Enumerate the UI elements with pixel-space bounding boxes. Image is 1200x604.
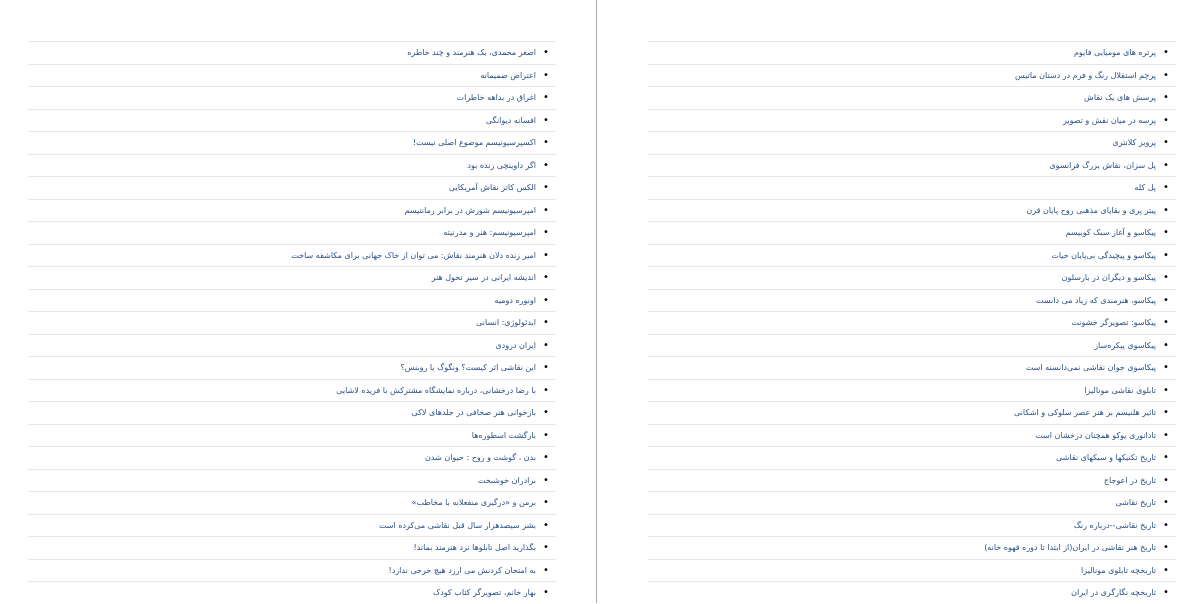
article-link[interactable]: تادانوری یوکو همچنان درخشان است [1035, 430, 1156, 440]
left-list-item [28, 334, 556, 357]
bullet-icon: • [1163, 317, 1169, 329]
article-link[interactable]: پیکاسوی جوان نقاشی نمی‌دانسته است [1025, 363, 1156, 373]
left-list-item [28, 424, 556, 447]
article-link[interactable]: تاریخچه تابلوی مونالیزا [1081, 565, 1156, 575]
bullet-icon: • [1163, 69, 1169, 81]
article-link[interactable]: تاریخ در اعوجاج [1103, 475, 1156, 485]
bullet-icon: • [543, 182, 549, 194]
article-link[interactable]: ایدئولوژی: انسانی [476, 318, 536, 328]
bullet-icon: • [543, 47, 549, 59]
article-link[interactable]: پرتره های مومیایی فایوم [1073, 48, 1156, 58]
left-list-item [28, 266, 556, 289]
article-list-left [28, 41, 556, 604]
right-list-item [648, 311, 1176, 334]
right-list-item [648, 469, 1176, 492]
left-list-item [28, 536, 556, 559]
left-list-item [28, 289, 556, 312]
bullet-icon: • [543, 384, 549, 396]
bullet-icon: • [543, 227, 549, 239]
right-list-item [648, 334, 1176, 357]
right-list-item [648, 401, 1176, 424]
left-list-item [28, 244, 556, 267]
article-link[interactable]: تاثیر هلنیسم بر هنر عصر سلوکی و اشکانی [1014, 408, 1156, 418]
left-list-item [28, 356, 556, 379]
right-list-item [648, 64, 1176, 87]
bullet-icon: • [1163, 137, 1169, 149]
article-link[interactable]: بازخوانی هنر صحافی در جلدهای لاکی [411, 408, 536, 418]
article-link[interactable]: افسانه دیوانگی [485, 115, 536, 125]
article-link[interactable]: برادران خوشبخت [477, 475, 536, 485]
right-list-item [648, 536, 1176, 559]
bullet-icon: • [543, 114, 549, 126]
bullet-icon: • [543, 587, 549, 599]
article-link[interactable]: پیکاسو و آغاز سبک کوبیسم [1065, 228, 1156, 238]
right-list-item [648, 86, 1176, 109]
left-list-item [28, 581, 556, 604]
right-list-item [648, 244, 1176, 267]
article-list-right [648, 41, 1176, 604]
bullet-icon: • [1163, 407, 1169, 419]
left-list-item [28, 379, 556, 402]
right-list-item [648, 154, 1176, 177]
article-link[interactable]: تاریخچه نگارگری در ایران [1071, 588, 1156, 598]
article-link[interactable]: امپرسیونیسم شورش در برابر رمانتیسم [404, 205, 536, 215]
bullet-icon: • [543, 204, 549, 216]
article-link[interactable]: اصغر محمدی، یک هنرمند و چند خاطره [407, 48, 536, 58]
bullet-icon: • [543, 542, 549, 554]
bullet-icon: • [543, 69, 549, 81]
article-link[interactable]: پل سزان، نقاش بزرگ فرانسوی [1049, 160, 1156, 170]
right-list-item [648, 356, 1176, 379]
right-list-item [648, 266, 1176, 289]
article-link[interactable]: پرسه در میان نقش و تصویر [1062, 115, 1156, 125]
article-link[interactable]: این نقاشی اثر کیست؟ ونگوگ یا روبنس؟ [400, 363, 536, 373]
bullet-icon: • [1163, 362, 1169, 374]
bullet-icon: • [543, 294, 549, 306]
article-link[interactable]: تابلوی نقاشی مونالیزا [1084, 385, 1156, 395]
bullet-icon: • [1163, 519, 1169, 531]
right-list-item [648, 176, 1176, 199]
article-link[interactable]: بگذارید اصل تابلوها نزد هنرمند بماند! [413, 543, 536, 553]
right-list-item [648, 491, 1176, 514]
left-list-item [28, 176, 556, 199]
right-list-item [648, 41, 1176, 64]
article-link[interactable]: پیکاسو و پیچیدگی بی‌پایان حیات [1051, 250, 1156, 260]
bullet-icon: • [1163, 272, 1169, 284]
bullet-icon: • [543, 564, 549, 576]
bullet-icon: • [1163, 92, 1169, 104]
bullet-icon: • [543, 519, 549, 531]
bullet-icon: • [1163, 182, 1169, 194]
bullet-icon: • [543, 317, 549, 329]
right-list-item [648, 559, 1176, 582]
article-link[interactable]: با رضا درخشانی، درباره نمایشگاه مشترکش با فریده لاشایی [336, 385, 536, 395]
article-link[interactable]: بدن ، گوشت و روح : حیوان شدن [425, 453, 536, 463]
bullet-icon: • [1163, 159, 1169, 171]
bullet-icon: • [543, 249, 549, 261]
article-link[interactable]: برمن و «درگیری منفعلانه با مخاطب» [411, 498, 536, 508]
article-link[interactable]: بازگشت اسطوره‌ها [471, 430, 536, 440]
article-link[interactable]: الکس کاتز نقاش آمریکایی [448, 183, 536, 193]
left-list-item [28, 514, 556, 537]
right-list-item [648, 221, 1176, 244]
left-list-item [28, 491, 556, 514]
bullet-icon: • [543, 452, 549, 464]
left-list-item [28, 154, 556, 177]
left-list-item [28, 446, 556, 469]
right-list-item [648, 581, 1176, 604]
left-list-item [28, 199, 556, 222]
bullet-icon: • [1163, 294, 1169, 306]
bullet-icon: • [1163, 339, 1169, 351]
article-link[interactable]: تاریخ نقاشی--درباره رنگ [1073, 520, 1156, 530]
article-link[interactable]: اندیشه ایرانی در سیر تحول هنر [431, 273, 536, 283]
bullet-icon: • [1163, 564, 1169, 576]
bullet-icon: • [1163, 497, 1169, 509]
article-link[interactable]: امپرسیونیسم: هنر و مدرنیته [443, 228, 536, 238]
article-link[interactable]: اکسپرسیونیسم موضوع اصلی نیست! [412, 138, 536, 148]
article-link[interactable]: پیکاسو و دیگران در بارسلون [1061, 273, 1156, 283]
bullet-icon: • [543, 92, 549, 104]
right-list-item [648, 379, 1176, 402]
article-link[interactable]: پرچم استقلال رنگ و فرم در دستان ماتیس [1015, 70, 1156, 80]
bullet-icon: • [543, 137, 549, 149]
bullet-icon: • [1163, 474, 1169, 486]
article-link[interactable]: پیتر پری و بقایای مذهبی روح پایان قرن [1026, 205, 1156, 215]
right-list-item [648, 446, 1176, 469]
article-link[interactable]: اعتراض صمیمانه [480, 70, 536, 80]
article-link[interactable]: پیکاسو: تصویرگر خشونت [1071, 318, 1156, 328]
bullet-icon: • [1163, 47, 1169, 59]
bullet-icon: • [1163, 204, 1169, 216]
article-link[interactable]: پل کله [1134, 183, 1156, 193]
article-link[interactable]: پرویز کلانتری [1112, 138, 1156, 148]
left-list-item [28, 109, 556, 132]
bullet-icon: • [1163, 249, 1169, 261]
article-link[interactable]: تاریخ هنر نقاشی در ایران(از ابتدا تا دوره قهوه خانه) [984, 543, 1156, 553]
bullet-icon: • [1163, 429, 1169, 441]
bullet-icon: • [1163, 452, 1169, 464]
bullet-icon: • [1163, 384, 1169, 396]
article-link[interactable]: تاریخ تکنیکها و سبکهای نقاشی [1056, 453, 1156, 463]
bullet-icon: • [1163, 114, 1169, 126]
article-link[interactable]: تاریخ نقاشی [1115, 498, 1156, 508]
article-link[interactable]: بشر سیصدهزار سال قبل نقاشی می‌کرده است [378, 520, 536, 530]
bullet-icon: • [543, 474, 549, 486]
bullet-icon: • [543, 362, 549, 374]
left-list-item [28, 131, 556, 154]
article-link[interactable]: اونوره دومیه [494, 295, 536, 305]
right-list-item [648, 514, 1176, 537]
article-link[interactable]: بهار خانم، تصویرگر کتاب کودک [433, 588, 536, 598]
left-list-item [28, 64, 556, 87]
bullet-icon: • [543, 429, 549, 441]
bullet-icon: • [1163, 587, 1169, 599]
bullet-icon: • [543, 497, 549, 509]
right-list-item [648, 109, 1176, 132]
bullet-icon: • [543, 339, 549, 351]
left-list-item [28, 311, 556, 334]
bullet-icon: • [543, 159, 549, 171]
left-list-item [28, 401, 556, 424]
right-list-item [648, 424, 1176, 447]
bullet-icon: • [543, 272, 549, 284]
bullet-icon: • [1163, 227, 1169, 239]
left-list-item [28, 559, 556, 582]
right-list-item [648, 199, 1176, 222]
bullet-icon: • [1163, 542, 1169, 554]
left-list-item [28, 41, 556, 64]
article-link[interactable]: اگر داوینچی زنده بود [467, 160, 536, 170]
column-divider [596, 0, 597, 603]
right-list-item [648, 289, 1176, 312]
left-list-item [28, 86, 556, 109]
article-link[interactable]: پرسش های یک نقاش [1084, 93, 1156, 103]
left-list-item [28, 469, 556, 492]
article-link[interactable]: پیکاسو، هنرمندی که زیاد می دانست [1036, 295, 1156, 305]
left-list-item [28, 221, 556, 244]
right-link-list [648, 41, 1176, 604]
article-link[interactable]: به امتحان کردنش می ارزد هیچ خرجی ندارد! [388, 565, 536, 575]
article-link[interactable]: اغراق در بداهه خاطرات [456, 93, 536, 103]
article-link[interactable]: ایران درودی [495, 340, 536, 350]
article-link[interactable]: پیکاسوی پیکره‌ساز [1094, 340, 1156, 350]
bullet-icon: • [543, 407, 549, 419]
article-link[interactable]: امیر زنده دلان هنرمند نقاش: می توان از خاک جهانی برای مکاشفه ساخت [291, 250, 536, 260]
left-link-list [28, 41, 556, 604]
right-list-item [648, 131, 1176, 154]
